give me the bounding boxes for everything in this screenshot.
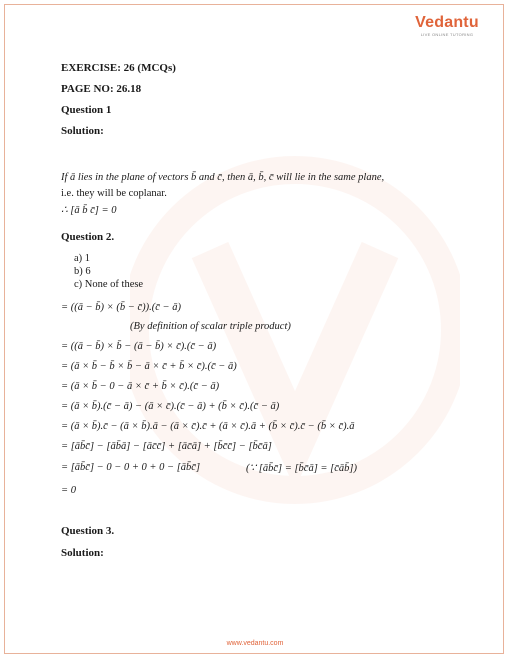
question-1-solution-label: Solution:: [61, 125, 104, 137]
footer-url[interactable]: www.vedantu.com: [226, 640, 284, 647]
q2-step-reason: (∵ [āb̄c̄] = [b̄c̄ā] = [c̄āb̄]): [246, 463, 357, 474]
q2-step-2: = ((ā − b̄) × b̄ − (ā − b̄) × c̄).(c̄ − ā): [61, 341, 217, 352]
question-1-label: Question 1: [61, 104, 112, 116]
q1-solution-line-3: ∴ [ā b̄ c̄] = 0: [61, 205, 117, 216]
q2-step-1: = ((ā − b̄) × (b̄ − c̄)).(c̄ − ā): [61, 302, 181, 313]
question-2-label: Question 2.: [61, 231, 115, 243]
q1-solution-line-1: If ā lies in the plane of vectors b̄ and c̄, then ā, b̄, c̄ will lie in the same plane,: [61, 172, 385, 183]
vedantu-logo: [410, 14, 484, 48]
q2-step-8: = [āb̄c̄] − 0 − 0 + 0 + 0 − [āb̄c̄]: [61, 462, 201, 473]
q2-step-result: = 0: [61, 485, 76, 496]
q2-step-6: = (ā × b̄).c̄ − (ā × b̄).ā − (ā × c̄).c̄ + (ā × c̄).ā + (b̄ × c̄).c̄ − (b̄ × c̄).ā: [61, 421, 355, 432]
q2-step-7: = [āb̄c̄] − [āb̄ā] − [āc̄c̄] + [āc̄ā] + [b̄c̄c̄] − [b̄c̄ā]: [61, 441, 272, 452]
q2-option-c: c) None of these: [74, 279, 144, 290]
page-number: PAGE NO: 26.18: [61, 83, 142, 95]
logo-tagline: LIVE ONLINE TUTORING: [420, 32, 474, 37]
q2-step-note: (By definition of scalar triple product): [130, 321, 291, 332]
q1-solution-line-2: i.e. they will be coplanar.: [61, 188, 167, 199]
q2-option-b: b) 6: [74, 266, 91, 277]
exercise-title: EXERCISE: 26 (MCQs): [61, 62, 176, 74]
q2-option-a: a) 1: [74, 253, 91, 264]
q2-step-4: = (ā × b̄ − 0 − ā × c̄ + b̄ × c̄).(c̄ − ā): [61, 381, 220, 392]
question-3-label: Question 3.: [61, 525, 115, 537]
question-3-solution-label: Solution:: [61, 547, 104, 559]
q2-step-5: = (ā × b̄).(c̄ − ā) − (ā × c̄).(c̄ − ā) + (b̄ × c̄).(c̄ − ā): [61, 401, 280, 412]
logo-name: Vedantu: [415, 14, 479, 31]
q2-step-3: = (ā × b̄ − b̄ × b̄ − ā × c̄ + b̄ × c̄).(c̄ − ā): [61, 361, 237, 372]
